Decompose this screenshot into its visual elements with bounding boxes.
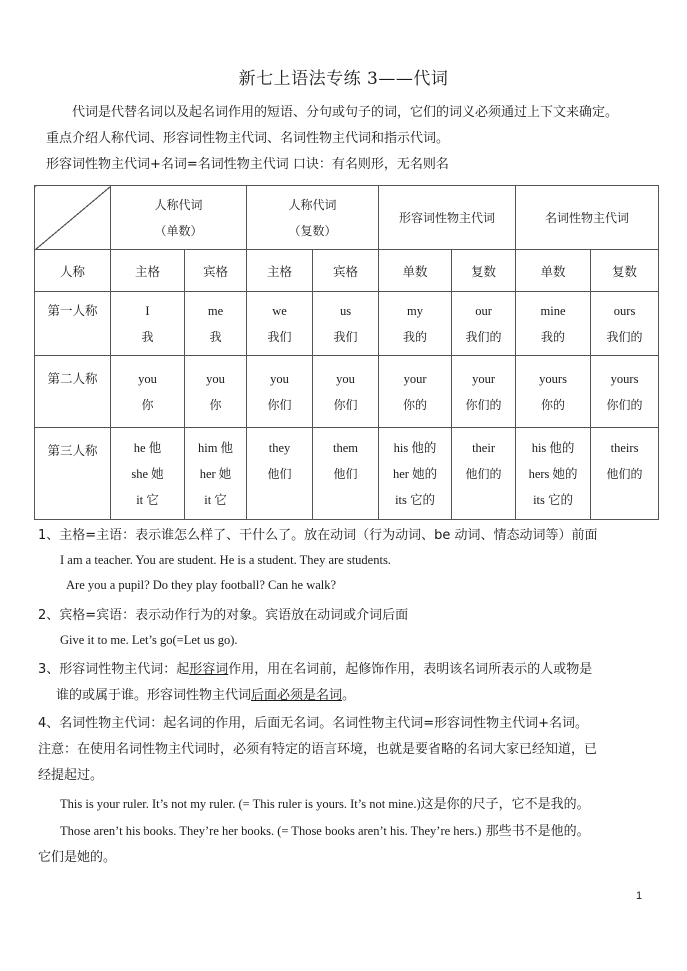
table-cell bbox=[247, 356, 313, 428]
note-2-example: Give it to me. Let’s go(=Let us go). bbox=[60, 633, 238, 647]
intro-line-2: 重点介绍人称代词、形容词性物主代词、名词性物主代词和指示代词。 bbox=[46, 131, 450, 146]
note-3-text: 谁的或属于谁。形容词性物主代词 bbox=[56, 688, 252, 703]
table-cell bbox=[591, 292, 659, 356]
table-cell bbox=[591, 356, 659, 428]
word: it 它 bbox=[136, 492, 159, 507]
meaning: 我们 bbox=[267, 329, 292, 344]
person-label: 第二人称 bbox=[47, 370, 98, 386]
table-cell bbox=[516, 292, 591, 356]
header-group-personal-singular bbox=[111, 186, 247, 250]
word: her 她 bbox=[199, 466, 232, 481]
table-cell bbox=[516, 356, 591, 428]
word: your bbox=[472, 371, 495, 386]
meaning: 你们 bbox=[333, 397, 358, 412]
word: me bbox=[207, 303, 224, 318]
word: yours bbox=[539, 371, 567, 386]
subheader-cell: 复数 bbox=[591, 250, 659, 292]
word: we bbox=[272, 303, 287, 318]
word: ours bbox=[613, 303, 636, 318]
pronoun-table bbox=[34, 185, 659, 520]
word: my bbox=[407, 303, 424, 318]
example-2-english: Those aren’t his books. They’re her books. (= Those books aren’t his. They’re hers.) bbox=[60, 824, 482, 838]
table-row-second-person bbox=[35, 356, 659, 428]
example-2-chinese: 那些书不是他的。 bbox=[481, 824, 590, 839]
table-cell bbox=[379, 292, 452, 356]
example-1-chinese: 这是你的尺子，它不是我的。 bbox=[420, 797, 590, 812]
person-cell bbox=[35, 356, 111, 428]
note-4: 4、名词性物主代词：起名词的作用，后面无名词。名词性物主代词=形容词性物主代词+名词。 bbox=[38, 716, 589, 731]
example-2 bbox=[60, 820, 590, 839]
page-number: 1 bbox=[636, 890, 643, 902]
table-cell bbox=[111, 292, 185, 356]
word: our bbox=[475, 303, 492, 318]
table-cell bbox=[313, 428, 379, 520]
person-label: 第三人称 bbox=[47, 442, 98, 458]
meaning: 我 bbox=[209, 329, 222, 344]
table-cell bbox=[313, 292, 379, 356]
note-1: 1、主格=主语：表示谁怎么样了、干什么了。放在动词（行为动词、be 动词、情态动词等）前面 bbox=[38, 528, 598, 543]
example-1-english: This is your ruler. It’s not my ruler. (= This ruler is yours. It’s not mine.) bbox=[60, 797, 421, 811]
group-label: 人称代词 bbox=[288, 197, 337, 212]
meaning: 我 bbox=[141, 329, 154, 344]
word: you bbox=[336, 371, 355, 386]
group-sublabel: （单数） bbox=[154, 223, 203, 238]
meaning: 你们 bbox=[267, 397, 292, 412]
note-3-underlined: 后面必须是名词 bbox=[251, 688, 343, 703]
person-label: 第一人称 bbox=[47, 302, 98, 318]
word: hers 她的 bbox=[528, 466, 578, 481]
note-3-text: 作用，用在名词前，起修饰作用，表明该名词所表示的人或物是 bbox=[228, 662, 593, 677]
table-cell bbox=[247, 428, 313, 520]
note-1-example-2: Are you a pupil? Do they play football? Can he walk? bbox=[66, 578, 337, 592]
meaning: 他们的 bbox=[606, 466, 643, 481]
example-1 bbox=[60, 793, 590, 812]
header-group-personal-plural bbox=[247, 186, 379, 250]
intro-paragraph bbox=[46, 100, 656, 178]
word: you bbox=[206, 371, 225, 386]
table-subheader-row bbox=[35, 250, 659, 292]
subheader-cell: 宾格 bbox=[313, 250, 379, 292]
table-cell bbox=[379, 356, 452, 428]
intro-line-1: 代词是代替名词以及起名词作用的短语、分句或句子的词，它们的词义必须通过上下文来确定。 bbox=[72, 105, 619, 120]
header-diagonal-cell bbox=[35, 186, 111, 250]
word: theirs bbox=[610, 440, 639, 455]
subheader-cell: 单数 bbox=[516, 250, 591, 292]
meaning: 你们的 bbox=[606, 397, 643, 412]
table-cell bbox=[185, 428, 247, 520]
table-cell bbox=[591, 428, 659, 520]
header-group-noun-possessive bbox=[516, 186, 659, 250]
subheader-cell: 单数 bbox=[379, 250, 452, 292]
word: their bbox=[472, 440, 495, 455]
group-label: 形容词性物主代词 bbox=[399, 210, 496, 225]
meaning: 你 bbox=[141, 397, 154, 412]
note-3-continued bbox=[56, 684, 355, 703]
intro-line-3: 形容词性物主代词+名词=名词性物主代词 口诀：有名则形，无名则名 bbox=[46, 157, 449, 172]
table-row-third-person bbox=[35, 428, 659, 520]
word: they bbox=[268, 440, 291, 455]
note-3-text: 。 bbox=[342, 688, 356, 703]
subheader-cell: 人称 bbox=[35, 250, 111, 292]
meaning: 我们的 bbox=[606, 329, 643, 344]
attention-note-continued: 经提起过。 bbox=[38, 768, 104, 783]
note-3-text: 3、形容词性物主代词：起 bbox=[38, 662, 190, 677]
word: you bbox=[138, 371, 157, 386]
word: her 她的 bbox=[392, 466, 438, 481]
meaning: 我的 bbox=[541, 329, 566, 344]
table-header-row bbox=[35, 186, 659, 250]
table-cell bbox=[379, 428, 452, 520]
meaning: 你的 bbox=[403, 397, 428, 412]
meaning: 他们 bbox=[333, 466, 358, 481]
word: him 他 bbox=[197, 440, 234, 455]
meaning: 他们 bbox=[267, 466, 292, 481]
word: us bbox=[339, 303, 352, 318]
word: his 他的 bbox=[531, 440, 575, 455]
note-1-example-1: I am a teacher. You are student. He is a student. They are students. bbox=[60, 553, 391, 567]
subheader-cell: 主格 bbox=[247, 250, 313, 292]
word: his 他的 bbox=[393, 440, 437, 455]
table-cell bbox=[452, 356, 516, 428]
meaning: 他们的 bbox=[465, 466, 502, 481]
group-label: 名词性物主代词 bbox=[545, 210, 630, 225]
word: its 它的 bbox=[533, 492, 574, 507]
header-group-adjective-possessive bbox=[379, 186, 516, 250]
meaning: 我们 bbox=[333, 329, 358, 344]
note-3-underlined: 形容词 bbox=[189, 662, 229, 677]
word: it 它 bbox=[204, 492, 227, 507]
word: she 她 bbox=[131, 466, 164, 481]
table-cell bbox=[111, 428, 185, 520]
word: mine bbox=[540, 303, 566, 318]
person-cell bbox=[35, 292, 111, 356]
note-3 bbox=[38, 658, 592, 677]
table-cell bbox=[247, 292, 313, 356]
word: he 他 bbox=[133, 440, 162, 455]
table-cell bbox=[185, 292, 247, 356]
table-cell bbox=[516, 428, 591, 520]
table-cell bbox=[452, 428, 516, 520]
word: I bbox=[145, 303, 150, 318]
example-2-continued: 它们是她的。 bbox=[38, 850, 117, 865]
table-row-first-person bbox=[35, 292, 659, 356]
page-title: 新七上语法专练 3——代词 bbox=[238, 69, 449, 89]
group-label: 人称代词 bbox=[154, 197, 203, 212]
table-cell bbox=[313, 356, 379, 428]
subheader-cell: 复数 bbox=[452, 250, 516, 292]
meaning: 我的 bbox=[403, 329, 428, 344]
word: them bbox=[333, 440, 359, 455]
table-cell bbox=[111, 356, 185, 428]
word: yours bbox=[610, 371, 639, 386]
word: you bbox=[270, 371, 289, 386]
meaning: 你们的 bbox=[465, 397, 502, 412]
word: your bbox=[403, 371, 427, 386]
subheader-cell: 主格 bbox=[111, 250, 185, 292]
person-cell bbox=[35, 428, 111, 520]
note-2: 2、宾格=宾语：表示动作行为的对象。宾语放在动词或介词后面 bbox=[38, 608, 409, 623]
meaning: 我们的 bbox=[465, 329, 502, 344]
table-cell bbox=[452, 292, 516, 356]
word: its 它的 bbox=[395, 492, 435, 507]
subheader-cell: 宾格 bbox=[185, 250, 247, 292]
meaning: 你的 bbox=[541, 397, 566, 412]
meaning: 你 bbox=[209, 397, 222, 412]
attention-note: 注意：在使用名词性物主代词时，必须有特定的语言环境，也就是要省略的名词大家已经知道，已 bbox=[38, 742, 598, 757]
group-sublabel: （复数） bbox=[288, 223, 337, 238]
table-cell bbox=[185, 356, 247, 428]
